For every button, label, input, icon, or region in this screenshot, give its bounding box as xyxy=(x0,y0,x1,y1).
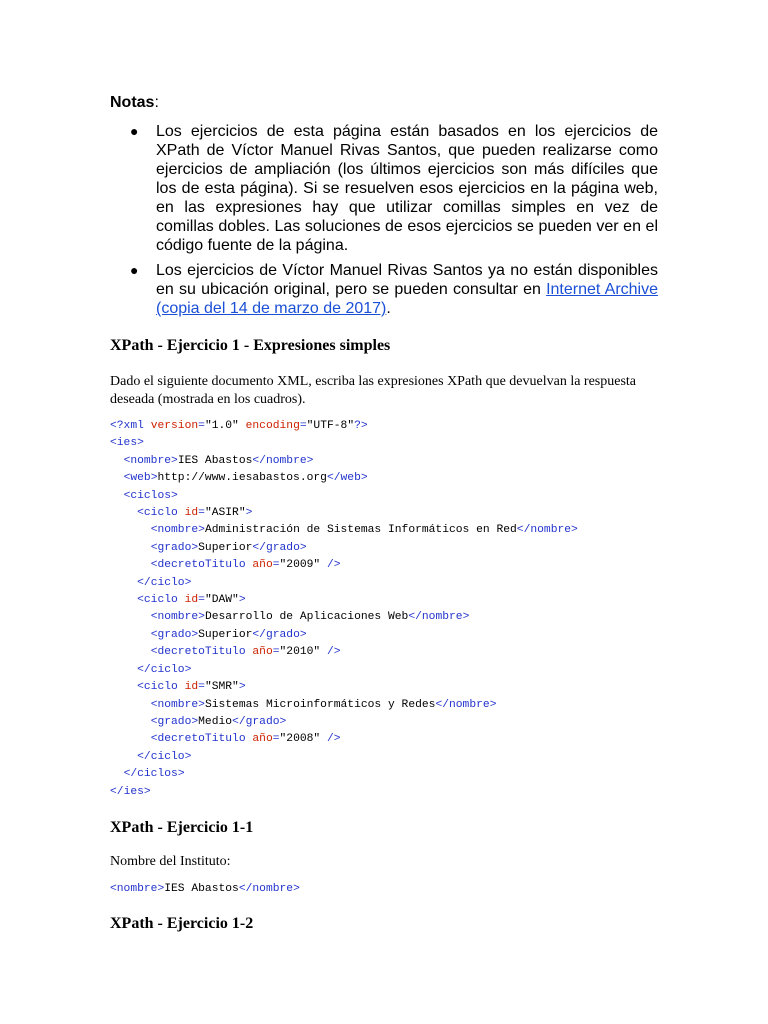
xml-tag: ciclos xyxy=(130,489,172,502)
bullet-icon: ● xyxy=(130,123,139,139)
xml-attr-value: "ASIR" xyxy=(204,507,246,520)
note-text: Los ejercicios de esta página están basados en los ejercicios de XPath de Víctor Manuel Rivas Santos, que pueden realizarse como ejercicios de ampliación (los últimos ejercicios son más difíciles que los de esta página). Si se resuelven esos ejercicios en la página web, en las expresiones hay que utilizar comillas simples en vez de comillas dobles. Las soluciones de esos ejercicios se pueden ver en el código fuente de la página. xyxy=(156,123,658,254)
xml-tag: nombre xyxy=(421,611,463,624)
exercise-1-1-title: XPath - Ejercicio 1-1 xyxy=(110,819,254,836)
notas-heading xyxy=(110,94,159,112)
xml-text: IES Abastos xyxy=(177,454,253,467)
exercise-1-intro: Dado el siguiente documento XML, escriba las expresiones XPath que devuelvan la respuesta deseada (mostrada en los cuadros). xyxy=(110,374,637,407)
xml-tag: ies xyxy=(116,437,138,450)
xml-tag: web xyxy=(340,472,361,485)
xml-tag: ciclo xyxy=(143,594,178,607)
exercise-1-title: XPath - Ejercicio 1 - Expresiones simples xyxy=(110,337,391,354)
xml-decl-close: ?> xyxy=(354,420,368,432)
xml-attr-value: "1.0" xyxy=(204,420,239,432)
xml-tag: decretoTitulo xyxy=(157,646,246,659)
answer-code-block: <nombre>IES Abastos</nombre> xyxy=(110,883,300,895)
xml-text: Sistemas Microinformáticos y Redes xyxy=(204,698,436,711)
xml-tag: ciclo xyxy=(150,750,185,763)
xml-text: Superior xyxy=(198,541,253,554)
xml-tag: decretoTitulo xyxy=(157,559,246,572)
xml-tag: grado xyxy=(157,541,192,554)
xml-tag: decretoTitulo xyxy=(157,733,246,746)
xml-attr: año xyxy=(252,559,273,572)
xml-tag: web xyxy=(130,472,151,485)
xml-tag: ciclos xyxy=(137,768,178,781)
bullet-icon: ● xyxy=(130,262,139,278)
xml-tag: grado xyxy=(157,628,192,641)
xml-text: Medio xyxy=(198,715,233,728)
xml-attr: version xyxy=(150,420,199,432)
xml-tag: nombre xyxy=(252,883,294,895)
xml-attr: encoding xyxy=(245,420,300,432)
xml-tag: grado xyxy=(265,541,300,554)
xml-attr: año xyxy=(252,646,273,659)
xml-tag: grado xyxy=(157,715,192,728)
xml-tag: ies xyxy=(123,785,144,798)
list-item xyxy=(110,261,658,318)
xml-text: Superior xyxy=(198,628,253,641)
xml-attr: id xyxy=(184,594,199,607)
xml-tag: nombre xyxy=(449,698,490,711)
xml-tag: nombre xyxy=(130,454,172,467)
xml-attr-value: "UTF-8" xyxy=(306,420,355,432)
xml-attr-value: "2008" xyxy=(279,733,321,746)
xml-tag: ciclo xyxy=(143,507,178,520)
xml-text: IES Abastos xyxy=(164,883,239,895)
xml-tag: nombre xyxy=(157,611,199,624)
xml-attr: id xyxy=(184,681,199,694)
xml-tag: nombre xyxy=(530,524,572,537)
note-end: . xyxy=(386,300,391,317)
xml-tag: ciclo xyxy=(150,663,185,676)
xml-attr: id xyxy=(184,507,199,520)
notas-colon: : xyxy=(154,94,159,111)
xml-tag: nombre xyxy=(116,883,158,895)
xml-tag: grado xyxy=(265,628,300,641)
exercise-1-1-question: Nombre del Instituto: xyxy=(110,854,231,869)
xml-text: http://www.iesabastos.org xyxy=(157,472,327,485)
internet-archive-link[interactable]: Internet Archive (copia del 14 de marzo de 2017) xyxy=(156,281,658,317)
xml-attr-value: "DAW" xyxy=(204,594,239,607)
exercise-1-2-title: XPath - Ejercicio 1-2 xyxy=(110,915,254,932)
xml-text: Administración de Sistemas Informáticos en Red xyxy=(204,524,517,537)
xml-tag: nombre xyxy=(157,524,199,537)
xml-tag: nombre xyxy=(265,454,307,467)
notas-list xyxy=(110,122,658,324)
xml-attr-value: "2009" xyxy=(279,559,321,572)
xml-attr: año xyxy=(252,733,273,746)
xml-attr-value: "SMR" xyxy=(204,681,239,694)
xml-text: Desarrollo de Aplicaciones Web xyxy=(204,611,409,624)
xml-tag: grado xyxy=(245,715,280,728)
xml-code-block: <?xml version="1.0" encoding="UTF-8"?> <ies> <nombre>IES Abastos</nombre> <web>http://www.iesabastos.org</web> <ciclos> <ciclo id="ASIR"> <nombre>Administración de Sistemas Informáticos en Red</nombre> <grado>Superior</grado> <decretoTitulo año="2009" /> </ciclo> <ciclo id="DAW"> <nombre>Desarrollo de Aplicaciones Web</nombre> <grado>Superior</grado> <decretoTitulo año="2010" /> </ciclo> <ciclo id="SMR"> <nombre>Sistemas Microinformáticos y Redes</nombre> <grado>Medio</grado> <decretoTitulo año="2008" /> </ciclo> </ciclos> </ies> xyxy=(110,420,578,798)
xml-tag: ciclo xyxy=(143,681,178,694)
xml-tag: ciclo xyxy=(150,576,185,589)
note-text: Los ejercicios de Víctor Manuel Rivas Santos ya no están disponibles en su ubicación original, pero se pueden consultar en xyxy=(156,262,658,298)
list-item xyxy=(110,122,658,255)
xml-attr-value: "2010" xyxy=(279,646,321,659)
xml-tag: nombre xyxy=(157,698,199,711)
notas-title: Notas xyxy=(110,94,155,111)
xml-decl-open: <?xml xyxy=(110,420,151,432)
